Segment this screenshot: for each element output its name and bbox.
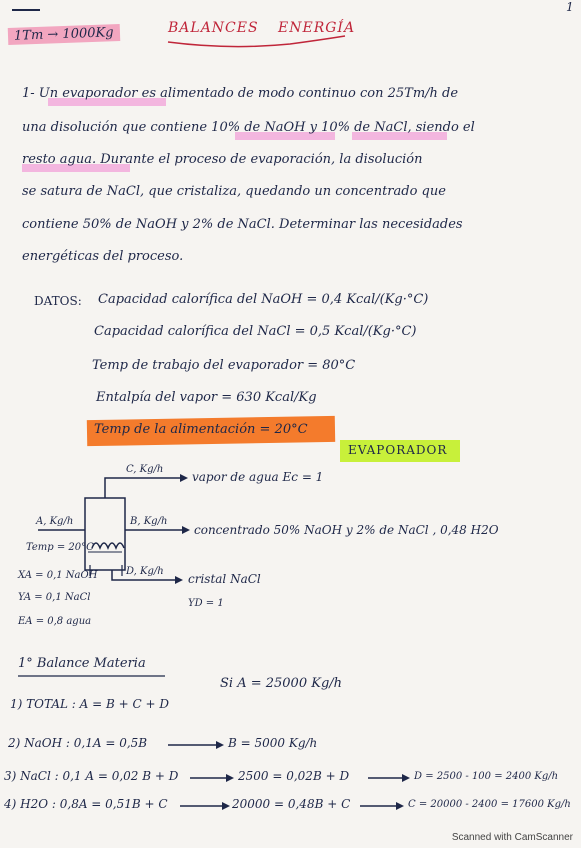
stream-c-desc: vapor de agua Ec = 1 — [192, 470, 324, 484]
xa-fraction: XA = 0,1 NaOH — [18, 570, 98, 581]
eq-nacl-sub: 2500 = 0,02B + D — [238, 769, 350, 783]
eq-naoh: 2) NaOH : 0,1A = 0,5B — [8, 736, 148, 750]
evaporador-label: EVAPORADOR — [348, 443, 448, 457]
dato-entalpia-vapor: Entalpía del vapor = 630 Kcal/Kg — [96, 390, 317, 405]
ea-fraction: EA = 0,8 agua — [18, 616, 92, 627]
eq-h2o-result: C = 20000 - 2400 = 17600 Kg/h — [408, 799, 571, 810]
eq-h2o: 4) H2O : 0,8A = 0,51B + C — [4, 797, 168, 811]
problem-line-4: se satura de NaCl, que cristaliza, quedando un concentrado que — [22, 184, 446, 199]
problem-line-2: una disolución que contiene 10% de NaOH y 10% de NaCl, siendo el — [22, 120, 475, 135]
title-energia: ENERGÍA — [278, 20, 356, 36]
stream-c-label: C, Kg/h — [126, 464, 164, 475]
problem-line-6: energéticas del proceso. — [22, 249, 184, 264]
eq-naoh-result: B = 5000 Kg/h — [228, 736, 318, 750]
stream-b-label: B, Kg/h — [130, 516, 168, 527]
scanner-footer: Scanned with CamScanner — [451, 832, 573, 843]
datos-label: DATOS: — [34, 294, 82, 308]
dato-cp-nacl: Capacidad calorífica del NaCl = 0,5 Kcal/(Kg·°C) — [94, 324, 417, 339]
title-balances: BALANCES — [168, 20, 259, 36]
stream-a-temp: Temp = 20°C — [26, 542, 94, 553]
stream-d-label: D, Kg/h — [126, 566, 164, 577]
stream-b-desc: concentrado 50% NaOH y 2% de NaCl , 0,48 H2O — [194, 523, 499, 537]
basis-statement: Si A = 25000 Kg/h — [220, 676, 343, 691]
eq-nacl: 3) NaCl : 0,1 A = 0,02 B + D — [4, 769, 179, 783]
dato-cp-naoh: Capacidad calorífica del NaOH = 0,4 Kcal/(Kg·°C) — [98, 292, 429, 307]
dato-temp-evaporador: Temp de trabajo del evaporador = 80°C — [92, 358, 356, 373]
problem-line-5: contiene 50% de NaOH y 2% de NaCl. Determinar las necesidades — [22, 217, 463, 232]
stream-d-desc: cristal NaCl — [188, 572, 261, 586]
dato-temp-alimentacion: Temp de la alimentación = 20°C — [94, 422, 308, 437]
unit-conversion: 1Tm → 1000Kg — [8, 24, 120, 45]
eq-total: 1) TOTAL : A = B + C + D — [10, 697, 169, 711]
eq-h2o-sub: 20000 = 0,48B + C — [232, 797, 351, 811]
stream-a-label: A, Kg/h — [36, 516, 74, 527]
balance-heading: 1° Balance Materia — [18, 656, 146, 671]
stream-d-fraction: YD = 1 — [188, 598, 224, 609]
problem-line-1: 1- Un evaporador es alimentado de modo continuo con 25Tm/h de — [22, 86, 459, 101]
eq-nacl-result: D = 2500 - 100 = 2400 Kg/h — [414, 771, 559, 782]
problem-line-3: resto agua. Durante el proceso de evaporación, la disolución — [22, 152, 423, 167]
corner-mark: 1 — [566, 0, 574, 14]
ya-fraction: YA = 0,1 NaCl — [18, 592, 91, 603]
